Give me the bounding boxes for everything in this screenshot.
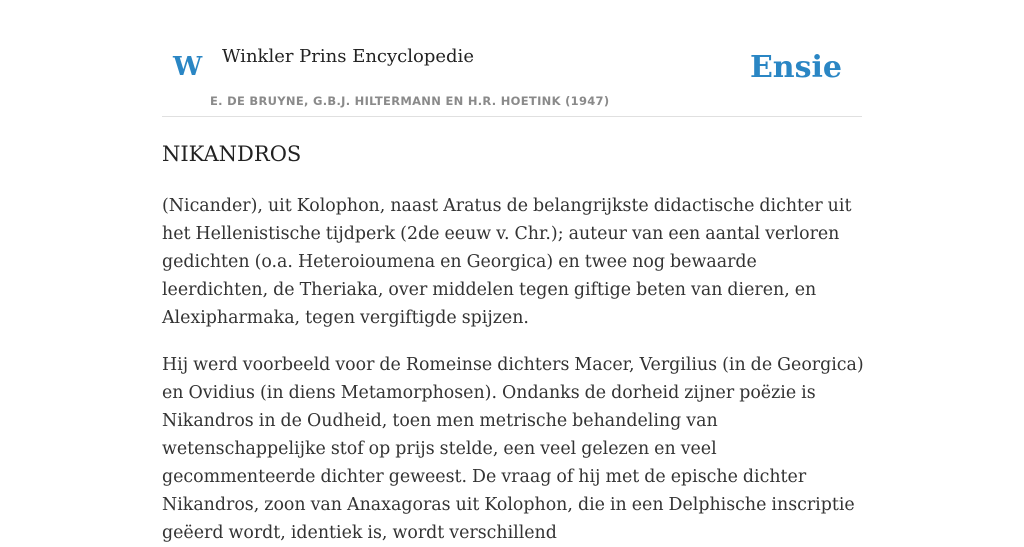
article-title: NIKANDROS: [162, 142, 302, 166]
article-paragraph: Hij werd voorbeeld voor de Romeinse dichters Macer, Vergilius (in de Georgica) en Ovidius (in diens Metamorphosen). Ondanks de dorheid zijner poëzie is Nikandros in de Oudheid, toen men metrische behandeling van wetenschappelijke stof op prijs stelde, een veel gelezen en veel gecommenteerde dichter geweest. De vraag of hij met de epische dichter Nikandros, zoon van Anaxagoras uit Kolophon, die in een Delphische inscriptie geëerd wordt, identiek is, wordt verschillend: [162, 355, 864, 543]
article: [162, 138, 866, 547]
site-title: Winkler Prins Encyclopedie: [222, 46, 474, 67]
article-paragraph: (Nicander), uit Kolophon, naast Aratus de belangrijkste didactische dichter uit het Hellenistische tijdperk (2de eeuw v. Chr.); auteur van een aantal verloren gedichten (o.a. Heteroioumena en Georgica) en twee nog bewaarde leerdichten, de Theriaka, over middelen tegen giftige beten van dieren, en Alexipharmaka, tegen vergiftigde spijzen.: [162, 196, 852, 328]
winkler-prins-logo[interactable]: W: [173, 52, 203, 82]
site-header: [162, 0, 862, 117]
site-authors: E. DE BRUYNE, G.B.J. HILTERMANN EN H.R. HOETINK (1947): [210, 94, 610, 108]
ensie-brand-link[interactable]: Ensie: [749, 50, 842, 85]
